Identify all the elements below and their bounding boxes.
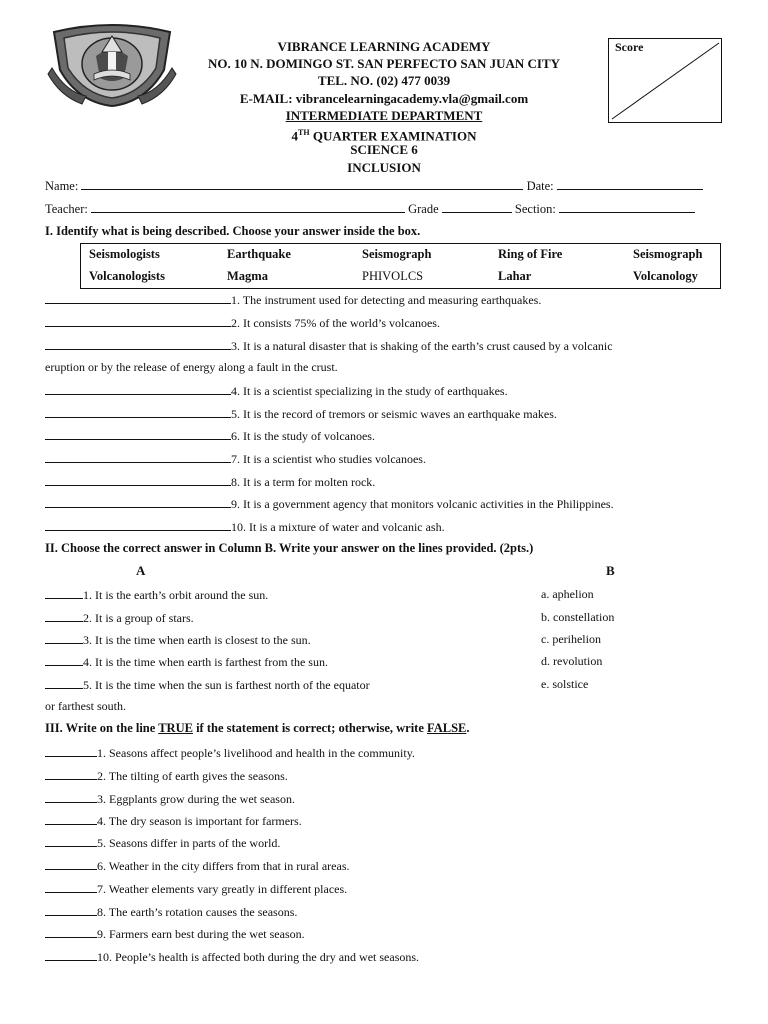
part2-item (45, 676, 370, 693)
answer-line[interactable] (45, 790, 97, 803)
part2-item (45, 609, 194, 626)
question-text: 4. The dry season is important for farmers. (97, 814, 302, 828)
answer-line[interactable] (45, 314, 231, 327)
question-text: 1. The instrument used for detecting and measuring earthquakes. (231, 293, 542, 307)
answer-line[interactable] (45, 857, 97, 870)
question-text: 2. It consists 75% of the world’s volcanoes. (231, 316, 440, 330)
part2-item-5-continuation: or farthest south. (45, 699, 126, 713)
question-text: 10. People’s health is affected both during the dry and wet seasons. (97, 950, 420, 964)
question-text: 5. Seasons differ in parts of the world. (97, 836, 281, 850)
part2-item (45, 653, 328, 670)
answer-line[interactable] (45, 812, 97, 825)
answer-line[interactable] (45, 676, 83, 689)
part3-item (45, 948, 419, 965)
answer-perihelion: c. perihelion (541, 632, 601, 646)
part3-item (45, 903, 297, 920)
choice-seismograph-2: Seismograph (633, 247, 703, 261)
part1-item (45, 473, 375, 490)
part1-item (45, 337, 613, 354)
question-text: 4. It is a scientist specializing in the study of earthquakes. (231, 384, 508, 398)
question-text: 6. It is the study of volcanoes. (231, 429, 375, 443)
name-label: Name: (45, 179, 79, 193)
part3-item (45, 767, 288, 784)
false-keyword: FALSE (427, 721, 467, 735)
part1-item (45, 314, 440, 331)
answer-line[interactable] (45, 880, 97, 893)
answer-line[interactable] (45, 653, 83, 666)
part3-instruction-end: . (466, 721, 470, 735)
answer-line[interactable] (45, 518, 231, 531)
answer-line[interactable] (45, 903, 97, 916)
score-box[interactable] (608, 38, 722, 123)
department-title: INTERMEDIATE DEPARTMENT (285, 108, 483, 123)
choices-box (80, 243, 721, 289)
part1-item (45, 405, 557, 422)
answer-line[interactable] (45, 586, 83, 599)
question-text: 5. It is the record of tremors or seismic waves an earthquake makes. (231, 407, 557, 421)
choice-seismologists: Seismologists (89, 247, 160, 261)
part2-instruction: II. Choose the correct answer in Column B. Write your answer on the lines provided. (2pts.) (45, 541, 534, 555)
column-a-header: A (136, 563, 146, 578)
choice-ring-of-fire: Ring of Fire (498, 247, 563, 261)
section-input-line[interactable] (559, 201, 695, 213)
section-label: Section: (514, 202, 556, 216)
part3-item (45, 812, 302, 829)
school-name: VIBRANCE LEARNING ACADEMY (277, 39, 491, 54)
answer-revolution: d. revolution (541, 654, 603, 668)
question-text: 10. It is a mixture of water and volcanic ash. (231, 520, 445, 534)
answer-line[interactable] (45, 609, 83, 622)
choice-phivolcs: PHIVOLCS (362, 269, 424, 283)
answer-line[interactable] (45, 834, 97, 847)
answer-line[interactable] (45, 925, 97, 938)
part1-item (45, 382, 508, 399)
name-input-line[interactable] (81, 178, 523, 190)
part3-item (45, 880, 347, 897)
inclusion-title: INCLUSION (347, 160, 421, 175)
exam-quarter-number: 4 (291, 128, 299, 144)
part1-item (45, 518, 445, 535)
answer-line[interactable] (45, 631, 83, 644)
question-text: 3. Eggplants grow during the wet season. (97, 792, 295, 806)
choice-magma: Magma (227, 269, 268, 283)
part3-instruction-mid: if the statement is correct; otherwise, write (192, 721, 427, 735)
answer-line[interactable] (45, 744, 97, 757)
part3-item (45, 925, 305, 942)
teacher-input-line[interactable] (91, 201, 405, 213)
answer-line[interactable] (45, 495, 231, 508)
part1-item (45, 291, 541, 308)
question-text: 8. It is a term for molten rock. (231, 475, 376, 489)
exam-title-rest: QUARTER EXAMINATION (309, 128, 477, 144)
part3-item (45, 857, 350, 874)
true-keyword: TRUE (158, 721, 193, 735)
answer-line[interactable] (45, 948, 97, 961)
teacher-field[interactable] (45, 201, 695, 217)
answer-constellation: b. constellation (541, 610, 615, 624)
answer-line[interactable] (45, 427, 231, 440)
score-diagonal (609, 39, 721, 122)
question-text: 1. Seasons affect people’s livelihood and health in the community. (97, 746, 415, 760)
part2-item (45, 586, 268, 603)
answer-line[interactable] (45, 473, 231, 486)
question-text: 2. The tilting of earth gives the seasons. (97, 769, 288, 783)
answer-line[interactable] (45, 291, 231, 304)
question-text: 9. Farmers earn best during the wet season. (97, 927, 305, 941)
answer-line[interactable] (45, 450, 231, 463)
question-text: 8. The earth’s rotation causes the seasons. (97, 905, 298, 919)
question-text: 9. It is a government agency that monitors volcanic activities in the Philippines. (231, 497, 614, 511)
question-text: 7. Weather elements vary greatly in different places. (97, 882, 348, 896)
answer-aphelion: a. aphelion (541, 587, 594, 601)
choice-earthquake: Earthquake (227, 247, 291, 261)
exam-quarter-suffix: TH (298, 128, 310, 137)
grade-input-line[interactable] (442, 201, 512, 213)
part1-item (45, 495, 614, 512)
school-email: E-MAIL: vibrancelearningacademy.vla@gmail.com (239, 91, 529, 106)
part1-item-3-continuation: eruption or by the release of energy along a fault in the crust. (45, 360, 338, 374)
part1-instruction: I. Identify what is being described. Choose your answer inside the box. (45, 224, 421, 238)
score-label: Score (615, 40, 644, 54)
question-text: 1. It is the earth’s orbit around the sun. (83, 588, 269, 602)
question-text: 3. It is a natural disaster that is shaking of the earth’s crust caused by a volcanic (231, 339, 613, 353)
part3-item (45, 790, 295, 807)
choice-volcanologists: Volcanologists (89, 269, 165, 283)
answer-line[interactable] (45, 405, 231, 418)
answer-line[interactable] (45, 382, 231, 395)
question-text: 6. Weather in the city differs from that in rural areas. (97, 859, 350, 873)
part2-item (45, 631, 311, 648)
date-input-line[interactable] (557, 178, 703, 190)
answer-solstice: e. solstice (541, 677, 589, 691)
choice-seismograph: Seismograph (362, 247, 432, 261)
question-text: 5. It is the time when the sun is farthest north of the equator (83, 678, 370, 692)
school-address: NO. 10 N. DOMINGO ST. SAN PERFECTO SAN JUAN CITY (208, 56, 560, 71)
part1-item (45, 450, 426, 467)
question-text: 7. It is a scientist who studies volcanoes. (231, 452, 426, 466)
name-field[interactable] (45, 178, 703, 194)
question-text: 4. It is the time when earth is farthest from the sun. (83, 655, 328, 669)
school-telephone: TEL. NO. (02) 477 0039 (317, 73, 451, 88)
choice-lahar: Lahar (498, 269, 532, 283)
part1-item (45, 427, 375, 444)
part3-item (45, 834, 280, 851)
part3-instruction (45, 721, 470, 736)
grade-label: Grade (408, 202, 439, 216)
answer-line[interactable] (45, 767, 97, 780)
question-text: 3. It is the time when earth is closest to the sun. (83, 633, 311, 647)
teacher-label: Teacher: (45, 202, 88, 216)
column-b-header: B (606, 563, 615, 578)
answer-line[interactable] (45, 337, 231, 350)
date-label: Date: (526, 179, 554, 193)
choice-volcanology: Volcanology (633, 269, 698, 283)
part3-instruction-pre: III. Write on the line (45, 721, 159, 735)
question-text: 2. It is a group of stars. (83, 611, 194, 625)
subject-title: SCIENCE 6 (350, 142, 418, 157)
part3-item (45, 744, 415, 761)
